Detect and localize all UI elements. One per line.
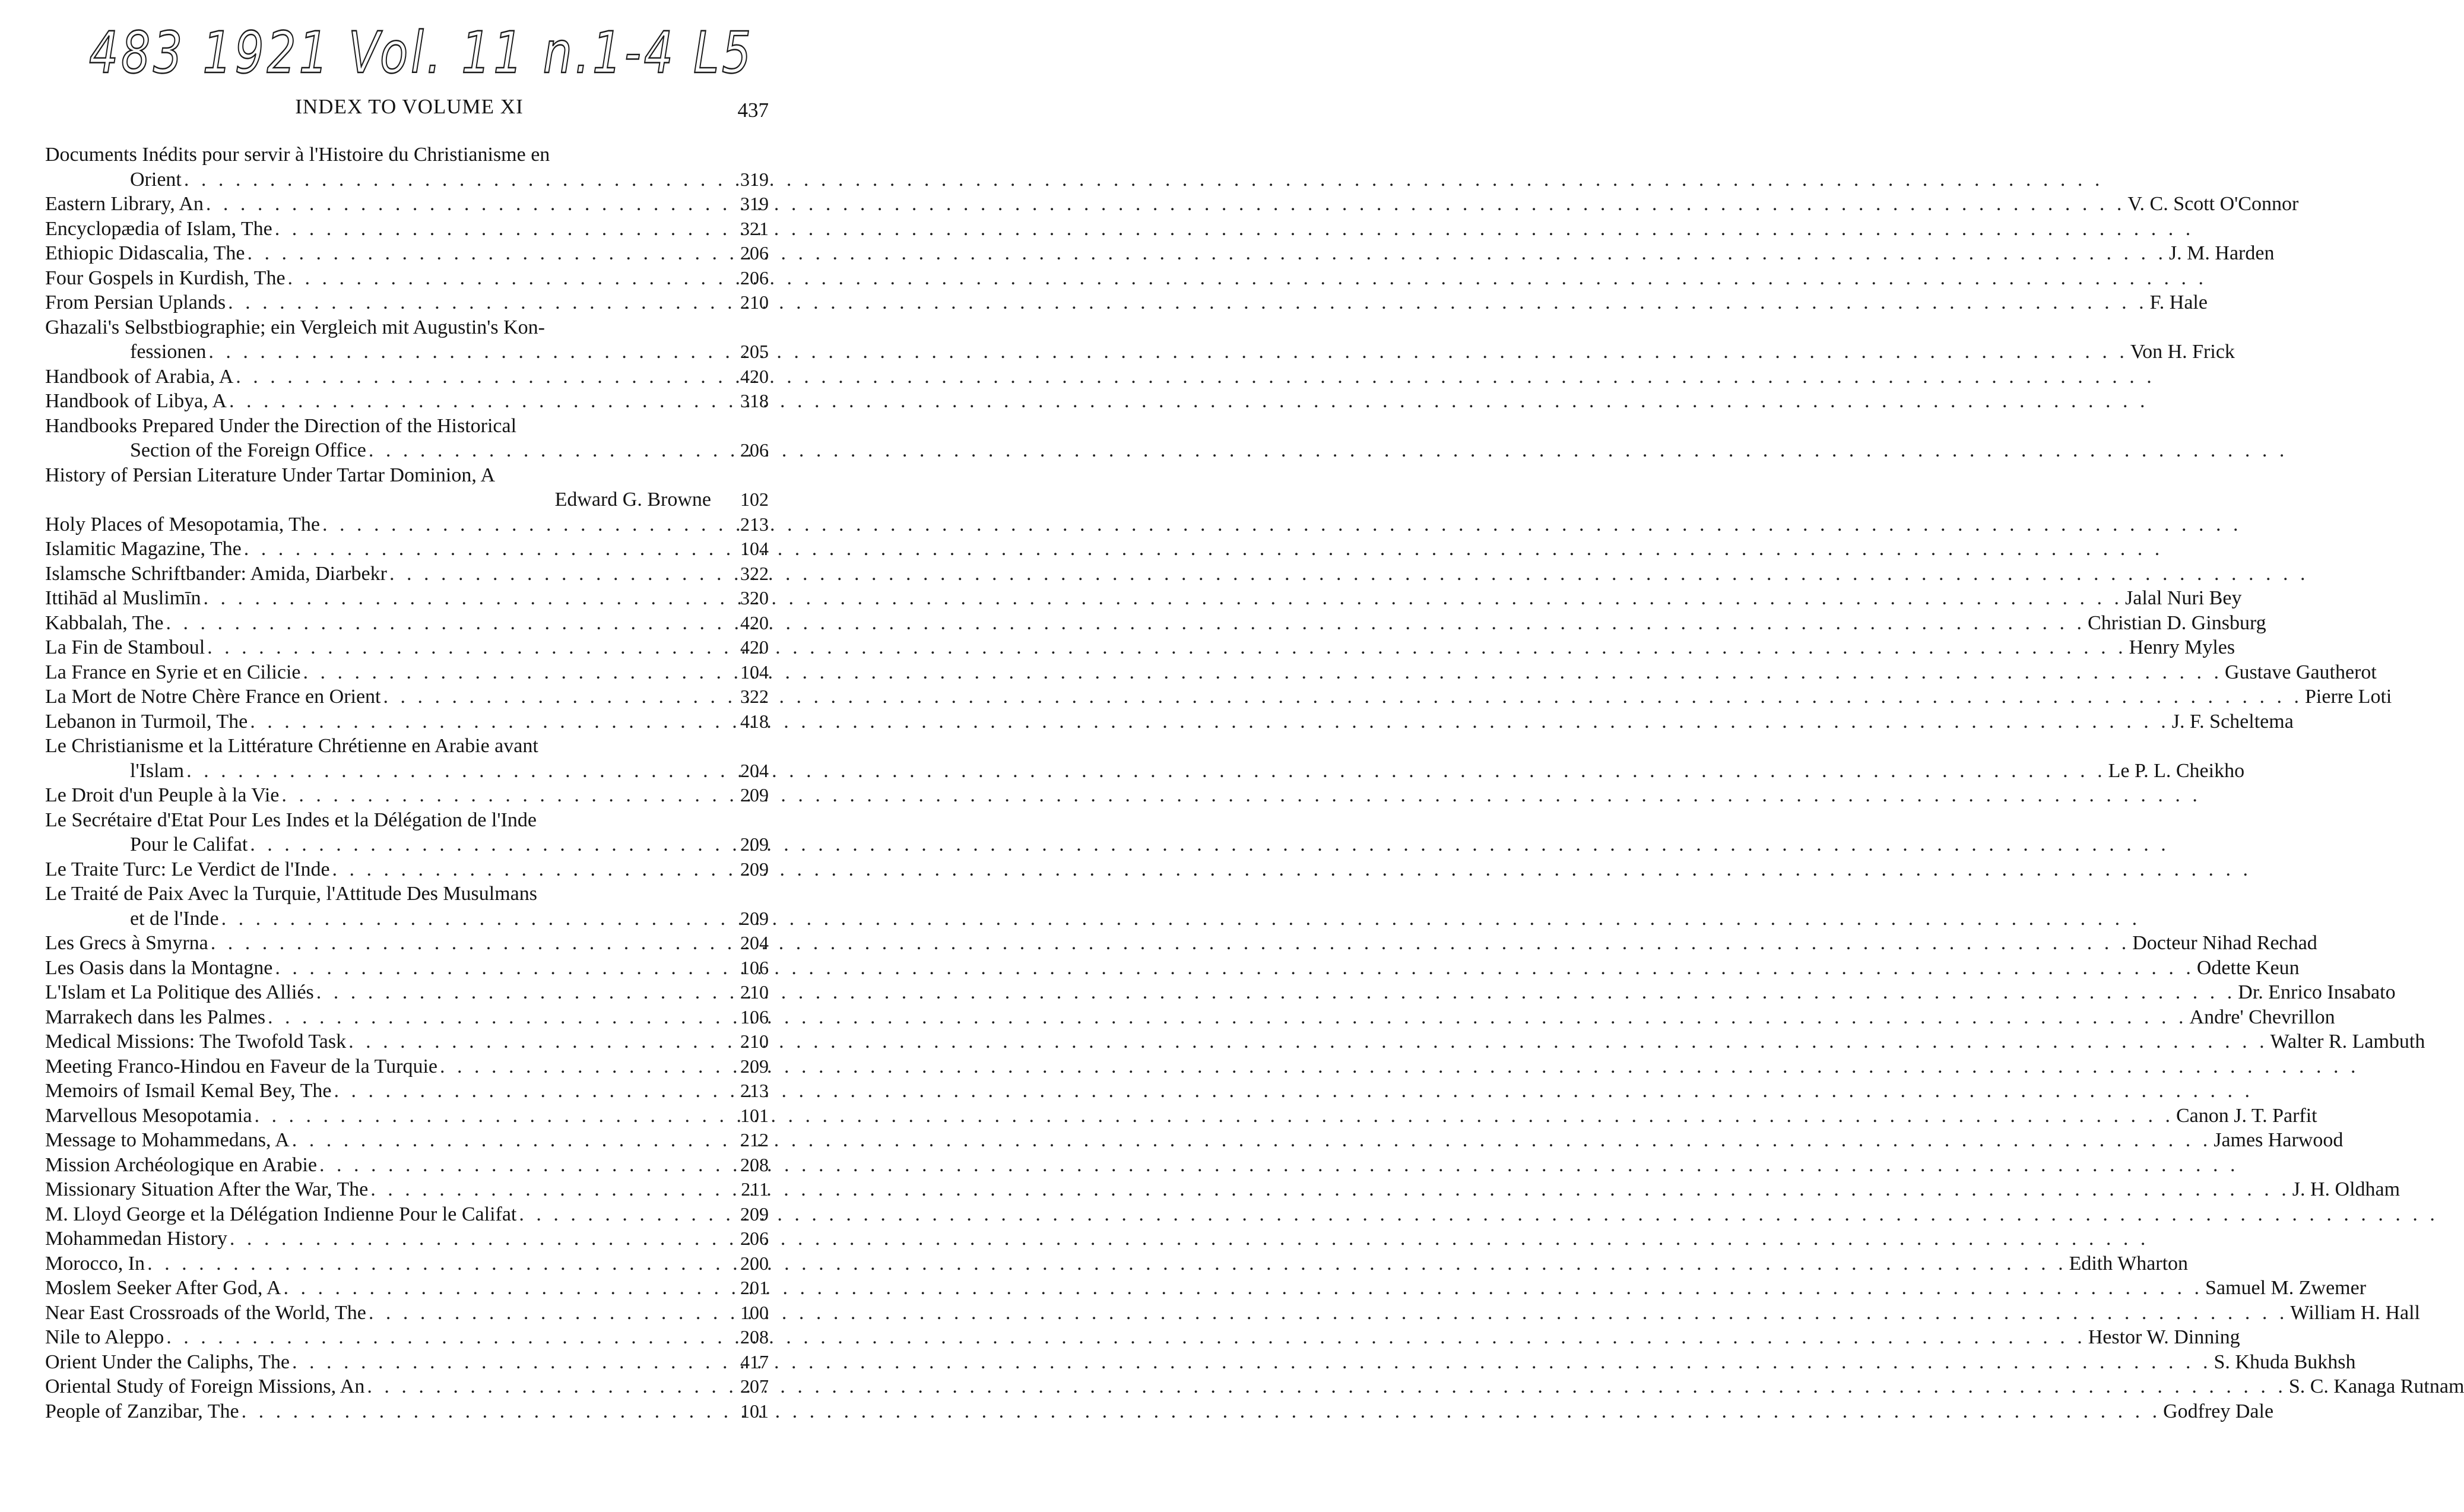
entry-title-line [45, 389, 769, 414]
entry-page-number: 204 [740, 759, 769, 781]
entry-title: People of Zanzibar, The [45, 1400, 239, 1422]
entry-title: Meeting Franco-Hindou en Faveur de la Turquie [45, 1055, 437, 1077]
entry-title-line [45, 266, 769, 291]
entry-title: Near East Crossroads of the World, The [45, 1301, 366, 1324]
index-entry [45, 1374, 2464, 1399]
entry-title-line [45, 734, 711, 759]
entry-author: Godfrey Dale [2163, 1400, 2274, 1422]
entry-author: J. M. Harden [2168, 242, 2275, 264]
entry-title: Le Droit d'un Peuple à la Vie [45, 784, 280, 806]
entry-title: M. Lloyd George et la Délégation Indienne Pour le Califat [45, 1203, 517, 1225]
dot-leader [206, 192, 2126, 217]
dot-leader [236, 364, 2155, 389]
entry-page-number: 206 [740, 242, 769, 264]
entry-page-number: 213 [740, 513, 769, 535]
entry-title: Medical Missions: The Twofold Task [45, 1031, 347, 1053]
index-entry [45, 783, 769, 808]
index-entry [45, 684, 2392, 709]
index-entry [45, 562, 769, 587]
dot-leader [275, 956, 2195, 981]
index-entry [45, 857, 769, 882]
entry-title: Les Grecs à Smyrna [45, 932, 208, 954]
entry-title: Ghazali's Selbstbiographie; ein Vergleich mit Augustin's Kon- [45, 316, 545, 338]
entry-title: Memoirs of Ismail Kemal Bey, The [45, 1080, 332, 1102]
entry-title: Morocco, In [45, 1252, 145, 1275]
entry-title-line [45, 709, 2294, 734]
index-entry [45, 266, 769, 291]
entry-author: Canon J. T. Parfit [2176, 1104, 2317, 1127]
entry-title: La France en Syrie et en Cilicie [45, 661, 301, 683]
entry-title: Oriental Study of Foreign Missions, An [45, 1375, 365, 1397]
entry-page-number: 102 [740, 489, 769, 510]
entry-title: Missionary Situation After the War, The [45, 1178, 369, 1200]
entry-title-line [45, 1202, 769, 1227]
dot-leader [211, 931, 2130, 956]
entry-page-number: 321 [740, 217, 769, 239]
entry-title: Ittihād al Muslimīn [45, 587, 201, 609]
entry-title-line [45, 1350, 2356, 1375]
entry-page-number: 206 [740, 267, 769, 289]
entry-title-line [45, 1079, 769, 1104]
entry-page-number: 100 [740, 1301, 769, 1323]
dot-leader [303, 660, 2223, 685]
dot-leader [228, 290, 2148, 315]
index-entry [45, 808, 769, 857]
entry-title-line [45, 931, 2317, 956]
entry-title-line [45, 1374, 2464, 1399]
entry-page-number: 322 [740, 686, 769, 707]
entry-title-line [45, 586, 2242, 611]
entry-title-line [45, 1251, 2189, 1276]
entry-title: From Persian Uplands [45, 291, 226, 313]
entry-page-number: 420 [740, 636, 769, 658]
dot-leader [367, 1374, 2287, 1399]
index-entry [45, 1079, 769, 1104]
entry-title: Marrakech dans les Palmes [45, 1006, 266, 1028]
entry-title-line [45, 1276, 2367, 1301]
dot-leader [229, 389, 2149, 414]
index-entry [45, 1276, 2367, 1301]
entry-title-line [45, 857, 769, 882]
entry-title-line [45, 241, 2275, 266]
entry-page-number: 204 [740, 932, 769, 953]
entry-title: Section of the Foreign Office [130, 439, 366, 461]
index-entry [45, 980, 2396, 1005]
dot-leader [242, 1399, 2161, 1424]
entry-title-line [45, 1325, 2240, 1350]
index-entry [45, 1251, 2189, 1276]
page-title: INDEX TO VOLUME XI [295, 95, 524, 118]
entry-title: Documents Inédits pour servir à l'Histoire du Christianisme en [45, 144, 550, 166]
entry-title-line [45, 512, 769, 537]
entry-title: Nile to Aleppo [45, 1326, 164, 1348]
index-entry [45, 734, 2245, 783]
entry-page-number: 209 [740, 907, 769, 929]
entry-page-number: 420 [740, 365, 769, 387]
page-number: 437 [737, 99, 769, 122]
entry-title-line [45, 1104, 2317, 1129]
dot-leader [281, 783, 2201, 808]
entry-author: Gustave Gautherot [2225, 661, 2377, 683]
dot-leader [208, 340, 2128, 364]
dot-leader [230, 1226, 2149, 1251]
dot-leader [369, 1301, 2288, 1326]
index-entry [45, 586, 2242, 611]
dot-leader [250, 832, 2170, 857]
entry-title-line [45, 562, 769, 587]
dot-leader [250, 709, 2170, 734]
entry-title-line [45, 142, 711, 167]
entry-title-line [45, 364, 769, 389]
entry-title: Holy Places of Mesopotamia, The [45, 513, 321, 535]
entry-title: La Mort de Notre Chère France en Orient [45, 686, 381, 708]
entry-title-line [45, 463, 711, 488]
dot-leader [166, 1325, 2086, 1350]
index-entry [45, 290, 2208, 315]
index-entry [45, 1104, 2317, 1129]
entry-title: History of Persian Literature Under Tartar Dominion, A [45, 464, 496, 486]
dot-leader [247, 241, 2167, 266]
index-entry [45, 512, 769, 537]
entry-page-number: 420 [740, 611, 769, 633]
entry-title: et de l'Inde [130, 907, 219, 930]
index-entry [45, 635, 2235, 660]
entry-title-line [45, 414, 711, 439]
index-entry [45, 1399, 2274, 1424]
dot-leader [316, 980, 2236, 1005]
entry-title: Pour le Califat [130, 833, 248, 855]
dot-leader [369, 438, 2288, 463]
index-entry [45, 1153, 769, 1178]
entry-page-number: 418 [740, 710, 769, 732]
index-entry [45, 709, 2294, 734]
entry-author: J. H. Oldham [2292, 1178, 2400, 1200]
entry-title-line [45, 980, 2396, 1005]
dot-leader [334, 1079, 2254, 1104]
dot-leader [186, 759, 2106, 784]
index-entry [45, 1054, 769, 1079]
entry-continuation-line [45, 759, 2245, 784]
dot-leader [319, 1153, 2239, 1178]
entry-title: Message to Mohammedans, A [45, 1129, 290, 1151]
index-entry [45, 463, 769, 512]
entry-page-number: 318 [740, 390, 769, 411]
entry-title: Le Traité de Paix Avec la Turquie, l'Attitude Des Musulmans [45, 883, 537, 905]
index-entry [45, 1029, 2425, 1054]
entry-title: Le Traite Turc: Le Verdict de l'Inde [45, 858, 330, 880]
dot-leader [322, 512, 2242, 537]
entry-page-number: 319 [740, 168, 769, 190]
entry-page-number: 104 [740, 661, 769, 683]
entry-page-number: 207 [740, 1375, 769, 1397]
entry-author: Hestor W. Dinning [2088, 1326, 2240, 1348]
entry-title-line [45, 315, 711, 340]
entry-page-number: 106 [740, 1006, 769, 1028]
entry-title: Handbook of Arabia, A [45, 365, 234, 388]
entry-page-number: 417 [740, 1351, 769, 1372]
entry-title: Ethiopic Didascalia, The [45, 242, 245, 264]
entry-title-line [45, 1128, 2344, 1153]
dot-leader [275, 217, 2195, 242]
entry-title: Mission Archéologique en Arabie [45, 1153, 317, 1176]
dot-leader [207, 635, 2127, 660]
index-entry [45, 956, 2300, 981]
entry-page-number: 201 [740, 1277, 769, 1298]
index-entry [45, 389, 769, 414]
index-entry [45, 1202, 769, 1227]
dot-leader [204, 586, 2123, 611]
entry-page-number: 319 [740, 193, 769, 214]
entry-title: Le Christianisme et la Littérature Chrétienne en Arabie avant [45, 735, 538, 757]
entry-author: Pierre Loti [2305, 686, 2392, 708]
entry-page-number: 208 [740, 1326, 769, 1348]
entry-author: William H. Hall [2290, 1301, 2420, 1324]
entry-author: James Harwood [2214, 1129, 2344, 1151]
entry-author: F. Hale [2149, 291, 2208, 313]
entry-author: Edward G. Browne [554, 489, 711, 511]
entry-title: Handbook of Libya, A [45, 390, 227, 412]
entry-author: Edith Wharton [2069, 1252, 2189, 1275]
entry-page-number: 210 [740, 981, 769, 1003]
entry-title-line [45, 1029, 2425, 1054]
entry-title: Moslem Seeker After God, A [45, 1277, 281, 1299]
entry-title: Orient [130, 168, 182, 191]
dot-leader [292, 1350, 2212, 1375]
entry-title: Four Gospels in Kurdish, The [45, 267, 286, 289]
entry-title: l'Islam [130, 759, 185, 782]
entry-page-number: 211 [741, 1178, 769, 1200]
entry-author: Le P. L. Cheikho [2108, 759, 2245, 782]
index-entry [45, 1005, 2335, 1030]
entry-title-line [45, 1054, 769, 1079]
index-entry [45, 611, 2266, 636]
entry-author: Dr. Enrico Insabato [2238, 981, 2396, 1003]
entry-title: Encyclopædia of Islam, The [45, 217, 272, 240]
handwritten-note-text: 483 1921 Vol. 11 n.1-4 L5 [89, 20, 754, 86]
index-entry [45, 882, 769, 931]
entry-author: Docteur Nihad Rechad [2132, 932, 2317, 954]
entry-page-number: 209 [740, 1055, 769, 1077]
dot-leader [147, 1251, 2067, 1276]
entry-title: Eastern Library, An [45, 193, 204, 215]
entry-title: Les Oasis dans la Montagne [45, 956, 273, 979]
entry-author: Samuel M. Zwemer [2205, 1277, 2367, 1299]
dot-leader [166, 611, 2086, 636]
entry-title: Kabbalah, The [45, 611, 164, 634]
entry-title-line [45, 1153, 769, 1178]
entry-title-line [45, 217, 769, 242]
entry-title: Islamsche Schriftbander: Amida, Diarbekr [45, 562, 387, 585]
index-list [45, 142, 2464, 1424]
dot-leader [383, 684, 2303, 709]
index-entry [45, 142, 769, 192]
handwritten-catalog-note [89, 18, 772, 89]
index-entry [45, 192, 2299, 217]
entry-page-number: 205 [740, 341, 769, 362]
entry-author: V. C. Scott O'Connor [2127, 193, 2299, 215]
entry-title-line [45, 537, 769, 562]
dot-leader [284, 1276, 2203, 1301]
dot-leader [184, 167, 2104, 192]
index-entry [45, 931, 2317, 956]
entry-page-number: 101 [740, 1400, 769, 1422]
entry-page-number: 210 [740, 291, 769, 313]
entry-title: L'Islam et La Politique des Alliés [45, 981, 314, 1003]
index-entry [45, 241, 2275, 266]
dot-leader [221, 906, 2141, 931]
index-entry [45, 315, 2235, 364]
entry-continuation-line [45, 438, 769, 463]
entry-page-number: 200 [740, 1252, 769, 1274]
entry-title-line [45, 882, 711, 906]
entry-page-number: 322 [740, 562, 769, 584]
entry-page-number: 209 [740, 858, 769, 880]
entry-title: La Fin de Stamboul [45, 636, 205, 658]
entry-continuation-line [45, 906, 769, 931]
entry-page-number: 106 [740, 956, 769, 978]
entry-page-number: 208 [740, 1153, 769, 1175]
entry-title-line [45, 1301, 2420, 1326]
index-entry [45, 217, 769, 242]
dot-leader [288, 266, 2208, 291]
dot-leader [268, 1005, 2187, 1030]
dot-leader [348, 1029, 2268, 1054]
entry-author: Henry Myles [2129, 636, 2235, 658]
entry-author: J. F. Scheltema [2171, 710, 2294, 733]
entry-title-line [45, 611, 2266, 636]
index-entry [45, 660, 2377, 685]
entry-page-number: 212 [740, 1129, 769, 1150]
entry-title: Lebanon in Turmoil, The [45, 710, 248, 733]
entry-title-line [45, 635, 2235, 660]
entry-page-number: 104 [740, 538, 769, 559]
entry-page-number: 320 [740, 587, 769, 608]
index-entry [45, 1177, 2400, 1202]
entry-page-number: 209 [740, 833, 769, 855]
dot-leader [370, 1177, 2290, 1202]
entry-page-number: 213 [740, 1080, 769, 1101]
entry-title-line [45, 660, 2377, 685]
entry-title: Handbooks Prepared Under the Direction of the Historical [45, 414, 517, 437]
entry-title: Le Secrétaire d'Etat Pour Les Indes et la Délégation de l'Inde [45, 809, 537, 831]
entry-author: Andre' Chevrillon [2189, 1006, 2335, 1028]
entry-continuation-line [45, 340, 2235, 364]
entry-author-line [45, 487, 769, 512]
index-entry [45, 364, 769, 389]
entry-title-line [45, 956, 2300, 981]
entry-page-number: 210 [740, 1031, 769, 1052]
handwritten-note-drawing [89, 18, 772, 89]
index-entry [45, 414, 769, 463]
index-entry [45, 1301, 2420, 1326]
entry-title-line [45, 783, 769, 808]
entry-continuation-line [45, 167, 769, 192]
dot-leader [244, 537, 2164, 562]
entry-author: Odette Keun [2196, 956, 2300, 979]
entry-page-number: 206 [740, 1228, 769, 1249]
dot-leader [332, 857, 2252, 882]
entry-title-line [45, 808, 711, 833]
dot-leader [254, 1104, 2174, 1129]
index-entry [45, 1325, 2240, 1350]
entry-title-line [45, 290, 2208, 315]
index-entry [45, 537, 769, 562]
dot-leader [292, 1128, 2212, 1153]
entry-title-line [45, 1005, 2335, 1030]
entry-title-line [45, 684, 2392, 709]
entry-title: Orient Under the Caliphs, The [45, 1351, 290, 1373]
entry-author: Christian D. Ginsburg [2088, 611, 2266, 634]
entry-page-number: 209 [740, 1203, 769, 1225]
entry-author: Jalal Nuri Bey [2125, 587, 2242, 609]
entry-author: Von H. Frick [2130, 341, 2235, 363]
dot-leader [519, 1202, 2438, 1227]
entry-title: Islamitic Magazine, The [45, 538, 242, 560]
entry-title: fessionen [130, 341, 207, 363]
entry-title: Mohammedan History [45, 1228, 227, 1250]
entry-author: S. Khuda Bukhsh [2214, 1351, 2356, 1373]
entry-title-line [45, 1399, 2274, 1424]
entry-title-line [45, 192, 2299, 217]
entry-author: Walter R. Lambuth [2270, 1031, 2425, 1053]
entry-title-line [45, 1177, 2400, 1202]
index-entry [45, 1350, 2356, 1375]
index-entry [45, 1226, 769, 1251]
entry-page-number: 101 [740, 1104, 769, 1126]
entry-page-number: 206 [740, 439, 769, 461]
entry-page-number: 209 [740, 784, 769, 806]
entry-continuation-line [45, 832, 769, 857]
entry-title-line [45, 1226, 769, 1251]
index-entry [45, 1128, 2344, 1153]
entry-title: Marvellous Mesopotamia [45, 1104, 252, 1127]
entry-author: S. C. Kanaga Rutnam [2288, 1375, 2464, 1397]
dot-leader [389, 562, 2309, 587]
